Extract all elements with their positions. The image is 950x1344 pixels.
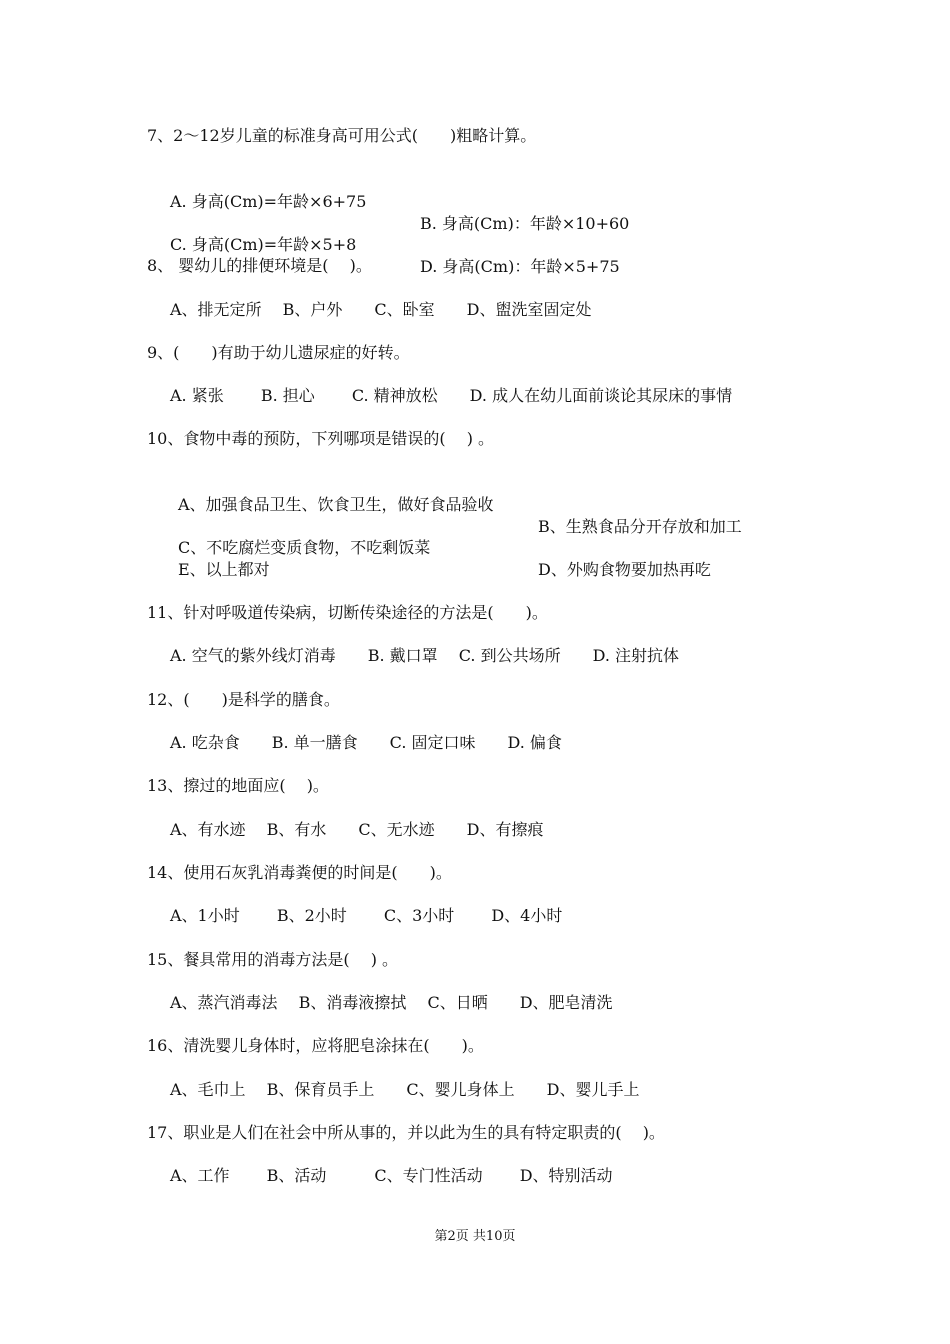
question-10-stem: 10、食物中毒的预防，下列哪项是错误的( ) 。 [147,429,495,448]
question-9-options: A. 紧张 B. 担心 C. 精神放松 D. 成人在幼儿面前谈论其尿床的事情 [170,386,733,405]
question-10-option-b: B、生熟食品分开存放和加工 [538,517,742,536]
question-7-option-c: C. 身高(Cm)=年龄×5+8 [170,235,357,254]
question-9-stem: 9、( )有助于幼儿遗尿症的好转。 [147,343,410,362]
question-11-options: A. 空气的紫外线灯消毒 B. 戴口罩 C. 到公共场所 D. 注射抗体 [170,646,680,665]
question-17-options: A、工作 B、活动 C、专门性活动 D、特别活动 [170,1166,613,1185]
question-13-stem: 13、擦过的地面应( )。 [147,776,329,795]
question-10-option-c: C、不吃腐烂变质食物，不吃剩饭菜 [178,538,431,557]
question-11-stem: 11、针对呼吸道传染病，切断传染途径的方法是( )。 [147,603,548,622]
question-14-options: A、1小时 B、2小时 C、3小时 D、4小时 [170,906,563,925]
question-12-stem: 12、( )是科学的膳食。 [147,690,340,709]
question-7-option-a: A. 身高(Cm)=年龄×6+75 [170,192,367,211]
page-number-footer: 第2页 共10页 [434,1229,516,1244]
question-15-stem: 15、餐具常用的消毒方法是( ) 。 [147,950,399,969]
question-7-stem: 7、2～12岁儿童的标准身高可用公式( )粗略计算。 [147,126,537,145]
question-8-options: A、排无定所 B、户外 C、卧室 D、盥洗室固定处 [170,300,592,319]
question-10-option-d: D、外购食物要加热再吃 [538,560,711,579]
question-13-options: A、有水迹 B、有水 C、无水迹 D、有擦痕 [170,820,544,839]
question-17-stem: 17、职业是人们在社会中所从事的，并以此为生的具有特定职责的( )。 [147,1123,665,1142]
question-12-options: A. 吃杂食 B. 单一膳食 C. 固定口味 D. 偏食 [170,733,562,752]
question-14-stem: 14、使用石灰乳消毒粪便的时间是( )。 [147,863,452,882]
question-10-option-a: A、加强食品卫生、饮食卫生，做好食品验收 [178,495,494,514]
question-8-stem: 8、 婴幼儿的排便环境是( )。 [147,256,372,275]
question-16-stem: 16、清洗婴儿身体时，应将肥皂涂抹在( )。 [147,1036,484,1055]
question-10-option-e: E、以上都对 [178,560,270,579]
question-7-option-d: D. 身高(Cm)：年龄×5+75 [420,257,620,276]
question-16-options: A、毛巾上 B、保育员手上 C、婴儿身体上 D、婴儿手上 [170,1080,640,1099]
question-7-option-b: B. 身高(Cm)：年龄×10+60 [420,214,630,233]
question-15-options: A、蒸汽消毒法 B、消毒液擦拭 C、日晒 D、肥皂清洗 [170,993,613,1012]
